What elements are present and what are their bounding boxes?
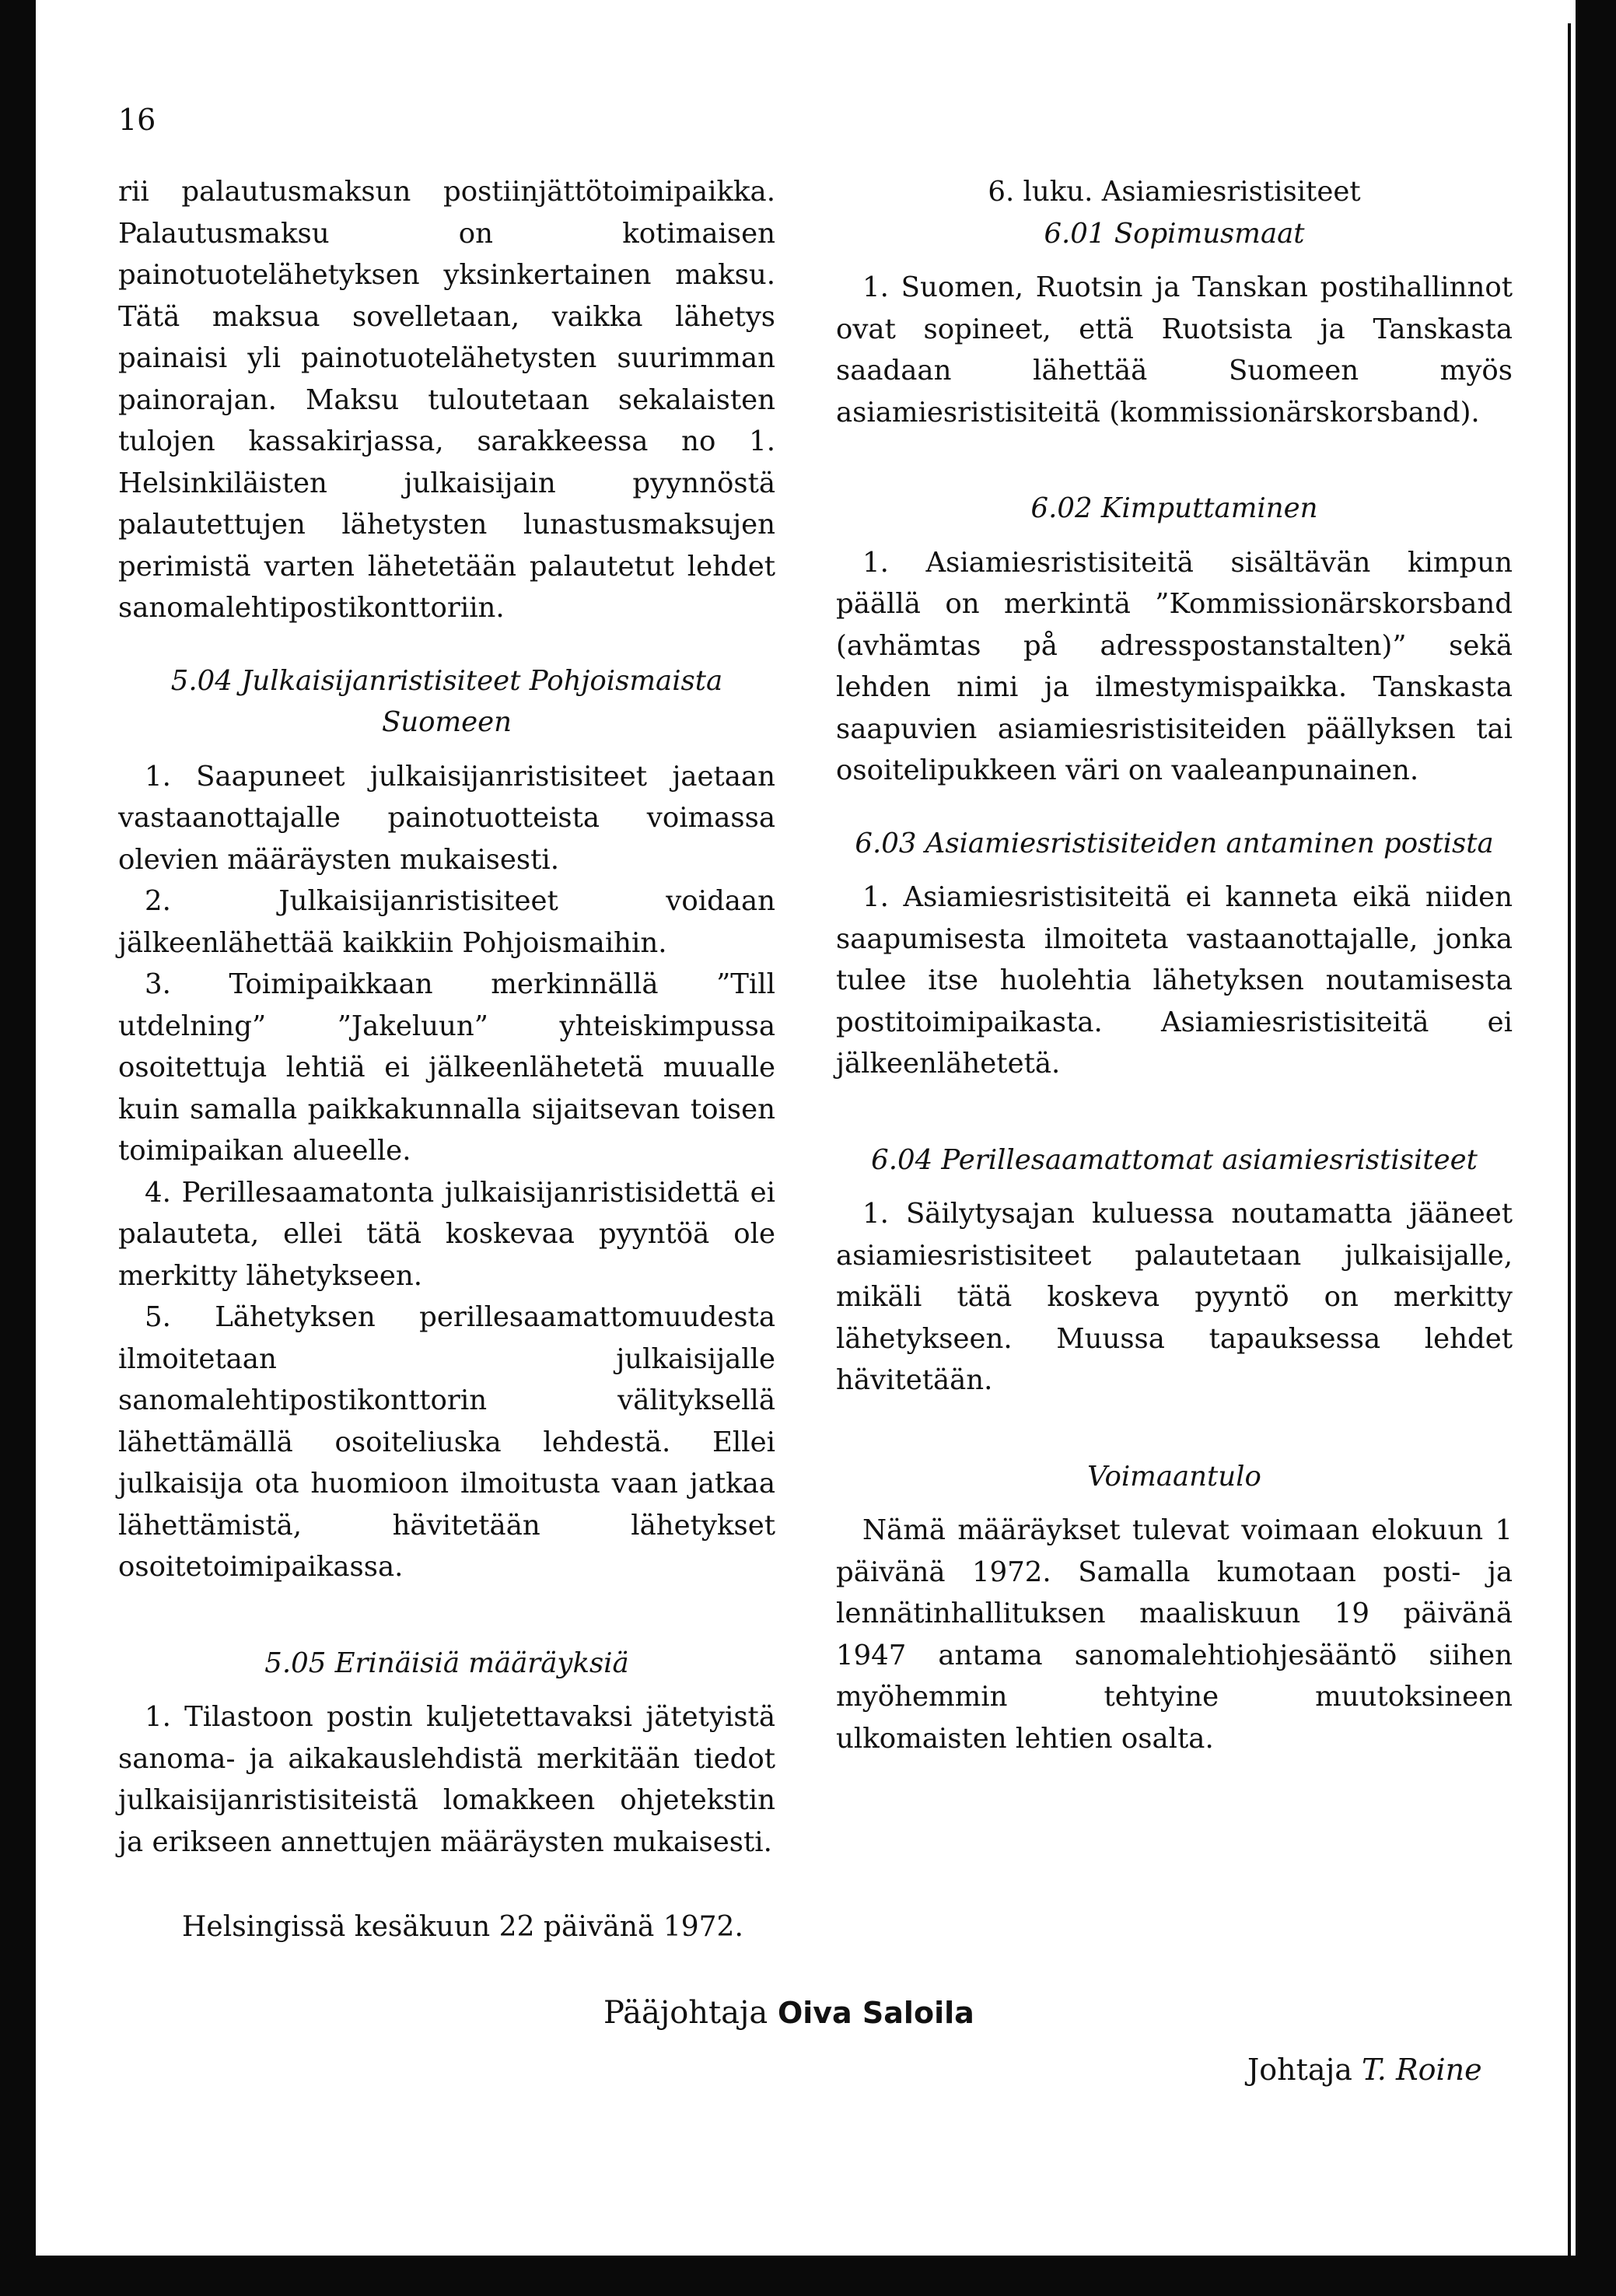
section-504-item-4: 4. Perillesaamatonta julkaisijanristisidettä ei palauteta, ellei tätä koskevaa pyyntöä ole merkitty lähetykseen. xyxy=(118,1176,775,1292)
signature-director-general xyxy=(603,1995,974,2031)
page-number: 16 xyxy=(118,103,156,137)
signature-director xyxy=(1247,2053,1482,2087)
intro-paragraph: rii palautusmaksun postiinjättötoimipaikka. Palautusmaksu on kotimaisen painotuotelähetyksen yksinkertainen maksu. Tätä maksua sovelletaan, vaikka lähetys painaisi yli painotuotelähetysten suurimman painorajan. Maksu tuloutetaan sekalaisten tulojen kassakirjassa, sarakkeessa no 1. Helsinkiläisten julkaisijain pyynnöstä palautettujen lähetysten lunastusmaksujen perimistä varten lähetetään palautetut lehdet sanomalehtipostikonttoriin. xyxy=(118,176,775,624)
scan-border-bottom xyxy=(0,2256,1616,2296)
section-602-heading: 6.02 Kimputtaminen xyxy=(1030,492,1318,524)
section-604-item-1: 1. Säilytysajan kuluessa noutamatta jääneet asiamiesristisiteet palautetaan julkaisijalle, mikäli tätä koskeva pyyntö on merkitty lähetykseen. Muussa tapauksessa lehdet hävitetään. xyxy=(836,1198,1513,1396)
section-602-item-1: 1. Asiamiesristisiteitä sisältävän kimpun päällä on merkintä ”Kommissionärskorsband (avhämtas på adresspostanstalten)” sekä lehden nimi ja ilmestymispaikka. Tanskasta saapuvien asiamiesristisiteiden päällyksen tai osoitelipukkeen väri on vaaleanpunainen. xyxy=(836,546,1513,786)
scan-border-left xyxy=(0,0,36,2296)
signature-2-name: T. Roine xyxy=(1362,2053,1482,2087)
section-504-item-1: 1. Saapuneet julkaisijanristisiteet jaetaan vastaanottajalle painotuotteista voimassa olevien määräysten mukaisesti. xyxy=(118,760,775,876)
section-504-heading-line1: 5.04 Julkaisijanristisiteet Pohjoismaista xyxy=(170,664,723,697)
scan-border-right-line xyxy=(1568,23,1571,2256)
chapter-6-heading: 6. luku. Asiamiesristisiteet xyxy=(988,176,1361,208)
right-column xyxy=(836,171,1513,1759)
section-504-item-3: 3. Toimipaikkaan merkinnällä ”Till utdelning” ”Jakeluun” yhteiskimpussa osoitettuja lehtiä ei jälkeenlähetetä muualle kuin samalla paikkakunnalla sijaitsevan toisen toimipaikan alueelle. xyxy=(118,968,775,1167)
section-603-item-1: 1. Asiamiesristisiteitä ei kanneta eikä niiden saapumisesta ilmoiteta vastaanottajalle, jonka tulee itse huolehtia lähetyksen noutamisesta postitoimipaikasta. Asiamiesristisiteitä ei jälkeenlähetetä. xyxy=(836,881,1513,1080)
signature-1-name: Oiva Saloila xyxy=(777,1996,974,2030)
scan-border-right xyxy=(1576,0,1616,2296)
section-601-heading: 6.01 Sopimusmaat xyxy=(1044,217,1305,250)
voimaantulo-heading: Voimaantulo xyxy=(1087,1460,1261,1493)
section-601-item-1: 1. Suomen, Ruotsin ja Tanskan postihallinnot ovat sopineet, että Ruotsista ja Tanskasta saadaan lähettää Suomeen myös asiamiesristisiteitä (kommissionärskorsband). xyxy=(836,271,1513,429)
section-504-item-5: 5. Lähetyksen perillesaamattomuudesta ilmoitetaan julkaisijalle sanomalehtipostikonttorin välityksellä lähettämällä osoiteliuska lehdestä. Ellei julkaisija ota huomioon ilmoitusta vaan jatkaa lähettämistä, hävitetään lähetykset osoitetoimipaikassa. xyxy=(118,1301,775,1583)
section-504-heading-line2: Suomeen xyxy=(381,706,512,738)
voimaantulo-text: Nämä määräykset tulevat voimaan elokuun 1 päivänä 1972. Samalla kumotaan posti- ja lennätinhallituksen maaliskuun 19 päivänä 1947 antama sanomalehtiohjesääntö siihen myöhemmin tehtyine muutoksineen ulkomaisten lehtien osalta. xyxy=(836,1514,1513,1755)
signature-2-title: Johtaja xyxy=(1247,2053,1352,2087)
section-504-item-2: 2. Julkaisijanristisiteet voidaan jälkeenlähettää kaikkiin Pohjoismaihin. xyxy=(118,885,775,959)
section-505-heading: 5.05 Erinäisiä määräyksiä xyxy=(264,1647,629,1679)
section-603-heading: 6.03 Asiamiesristisiteiden antaminen postista xyxy=(855,827,1494,859)
section-505-item-1: 1. Tilastoon postin kuljetettavaksi jätetyistä sanoma- ja aikakauslehdistä merkitään tiedot julkaisijanristisiteistä lomakkeen ohjetekstin ja erikseen annettujen määräysten mukaisesti. xyxy=(118,1701,775,1858)
place-date: Helsingissä kesäkuun 22 päivänä 1972. xyxy=(182,1911,743,1943)
section-604-heading: 6.04 Perillesaamattomat asiamiesristisiteet xyxy=(871,1143,1478,1176)
section-504-heading xyxy=(118,660,775,744)
signature-1-title: Pääjohtaja xyxy=(603,1995,768,2031)
left-column xyxy=(118,171,775,1863)
